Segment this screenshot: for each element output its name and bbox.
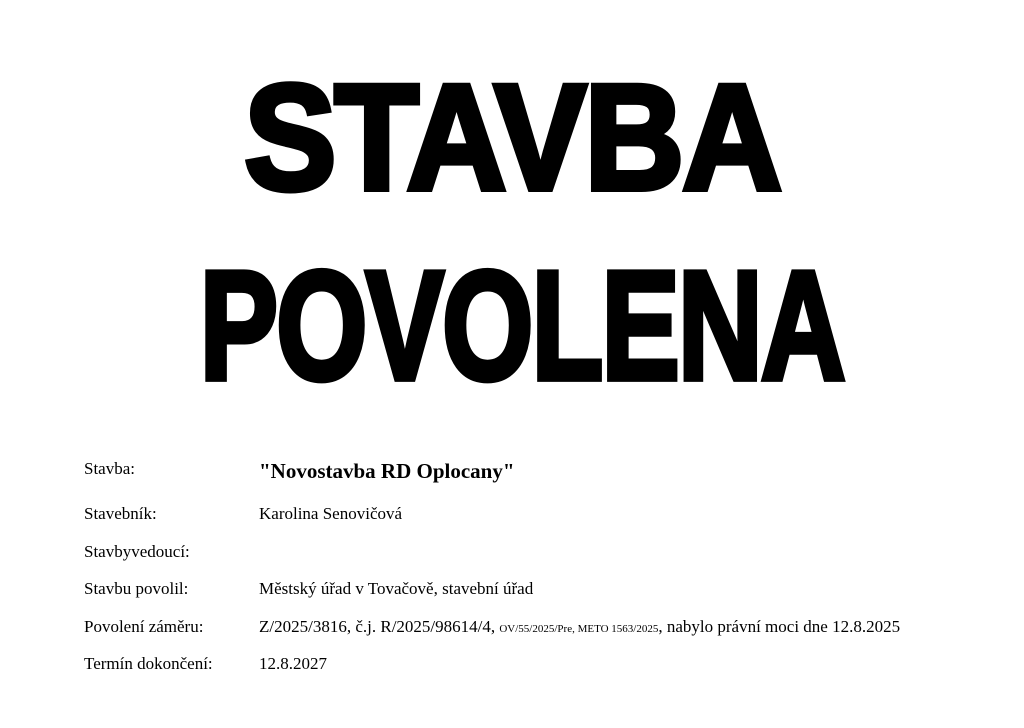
value-povoleni	[259, 615, 900, 641]
label-povoleni: Povolení záměru:	[84, 616, 204, 636]
label-stavebnik: Stavebník:	[84, 504, 157, 523]
headline-line-2	[10, 238, 1024, 412]
headline-line-1	[0, 53, 1024, 221]
row-stavebnik	[84, 502, 1004, 540]
label-termin: Termín dokončení:	[84, 654, 213, 673]
row-stavba	[84, 455, 1004, 502]
row-povolil	[84, 577, 1004, 615]
value-termin: 12.8.2027	[259, 654, 327, 673]
value-povoleni-small: OV/55/2025/Pre, METO 1563/2025	[499, 622, 659, 635]
label-stavbyvedouci: Stavbyvedoucí:	[84, 541, 190, 561]
row-termin	[84, 652, 1004, 690]
value-povolil: Městský úřad v Tovačově, stavební úřad	[259, 579, 534, 598]
value-povoleni-part2: , nabylo právní moci dne 12.8.2025	[658, 616, 901, 636]
value-stavba: "Novostavba RD Oplocany"	[259, 459, 515, 483]
value-povoleni-part1: Z/2025/3816, č.j. R/2025/98614/4,	[259, 616, 500, 636]
headline-stavba: STAVBA	[244, 53, 780, 221]
label-stavba: Stavba:	[84, 459, 135, 478]
value-stavebnik: Karolina Senovičová	[259, 504, 403, 523]
info-table	[84, 455, 1004, 690]
label-povolil: Stavbu povolil:	[84, 579, 189, 598]
row-stavbyvedouci	[84, 540, 1004, 578]
headline-povolena: POVOLENA	[199, 238, 845, 412]
row-povoleni	[84, 615, 1004, 653]
